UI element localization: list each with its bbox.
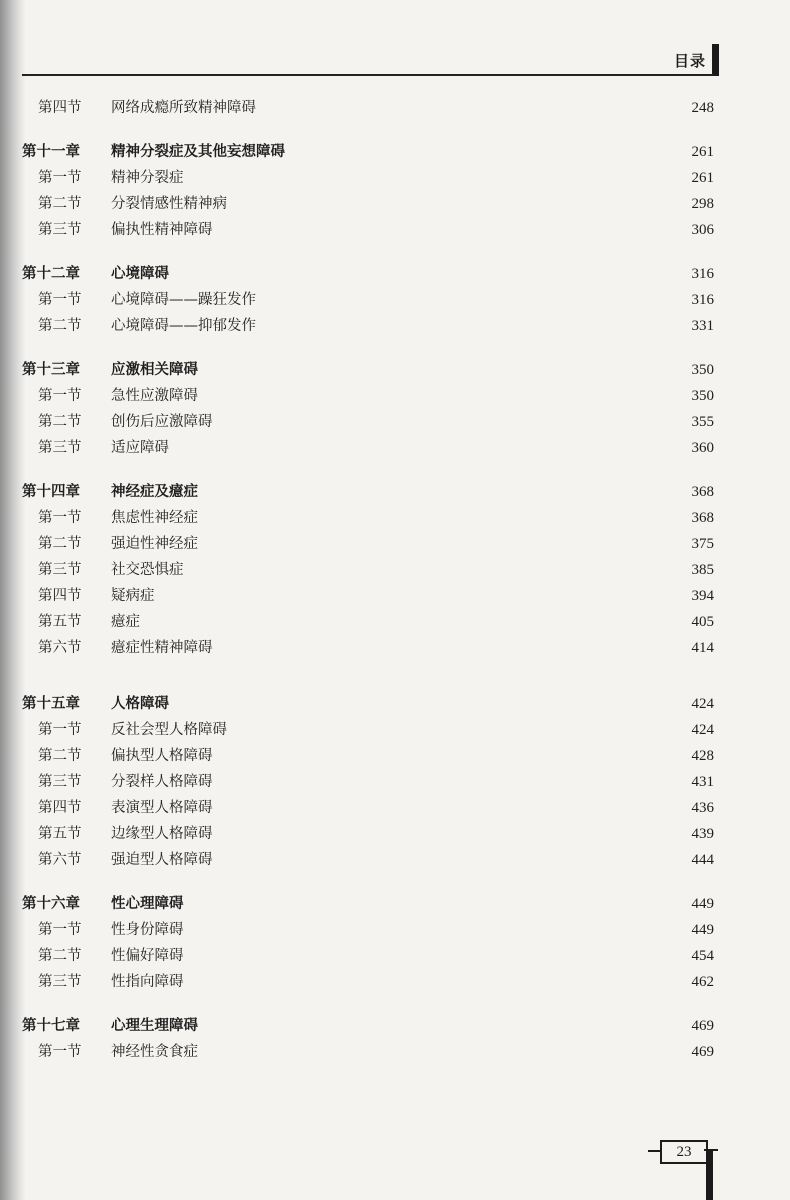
chapter-number: 第十二章	[22, 266, 80, 282]
section-number: 第一节	[38, 292, 82, 308]
section-number: 第一节	[38, 170, 82, 186]
section-number: 第四节	[38, 100, 82, 116]
page-ref: 331	[691, 318, 714, 334]
section-number: 第六节	[38, 640, 82, 656]
dot-leader	[190, 165, 670, 191]
running-header-title: 目录	[673, 52, 706, 70]
dot-leader	[190, 557, 670, 583]
page-ref: 424	[691, 696, 714, 712]
toc-section-row	[0, 821, 790, 847]
toc-section-row	[0, 1039, 790, 1065]
toc-section-row	[0, 635, 790, 661]
page-ref: 306	[691, 222, 714, 238]
section-title: 偏执型人格障碍	[111, 748, 213, 764]
section-title: 精神分裂症	[111, 170, 184, 186]
section-number: 第四节	[38, 800, 82, 816]
page-ref: 444	[691, 852, 714, 868]
section-number: 第二节	[38, 318, 82, 334]
page-ref: 368	[691, 510, 714, 526]
toc-chapter-row	[0, 1013, 790, 1039]
page-ref: 428	[691, 748, 714, 764]
section-title: 神经性贪食症	[111, 1044, 198, 1060]
section-title: 癔症性精神障碍	[111, 640, 213, 656]
toc-section-row	[0, 969, 790, 995]
toc-section-row	[0, 165, 790, 191]
section-number: 第二节	[38, 414, 82, 430]
dot-leader	[219, 217, 670, 243]
section-number: 第一节	[38, 1044, 82, 1060]
page-ref: 449	[691, 922, 714, 938]
toc-section-row	[0, 191, 790, 217]
dot-leader	[190, 943, 670, 969]
page-ref: 261	[691, 144, 714, 160]
section-title: 强迫性神经症	[111, 536, 198, 552]
page-ref: 316	[691, 292, 714, 308]
page-ref: 350	[691, 362, 714, 378]
toc-chapter-row	[0, 479, 790, 505]
section-number: 第三节	[38, 774, 82, 790]
page-ref: 405	[691, 614, 714, 630]
dot-leader	[262, 95, 670, 121]
chapter-title: 心理生理障碍	[111, 1018, 198, 1034]
dot-leader	[233, 191, 670, 217]
section-title: 疑病症	[111, 588, 155, 604]
toc-chapter-row	[0, 691, 790, 717]
toc-section-row	[0, 769, 790, 795]
dot-leader	[291, 139, 670, 165]
chapter-number: 第十三章	[22, 362, 80, 378]
toc-chapter-row	[0, 357, 790, 383]
page-number: 23	[660, 1140, 708, 1164]
toc-section-row	[0, 609, 790, 635]
dot-leader	[190, 969, 670, 995]
toc-section-row	[0, 847, 790, 873]
chapter-title: 心境障碍	[111, 266, 169, 282]
section-number: 第三节	[38, 440, 82, 456]
page-ref: 424	[691, 722, 714, 738]
dot-leader	[219, 409, 670, 435]
toc-section-row	[0, 383, 790, 409]
dot-leader	[233, 717, 670, 743]
toc-section-row	[0, 505, 790, 531]
section-title: 适应障碍	[111, 440, 169, 456]
dot-leader	[262, 287, 670, 313]
dot-leader	[219, 769, 670, 795]
page-ref: 431	[691, 774, 714, 790]
chapter-title: 应激相关障碍	[111, 362, 198, 378]
page-ref: 449	[691, 896, 714, 912]
dot-leader	[146, 609, 670, 635]
toc-section-row	[0, 917, 790, 943]
section-title: 偏执性精神障碍	[111, 222, 213, 238]
section-number: 第一节	[38, 922, 82, 938]
page-ref: 261	[691, 170, 714, 186]
page-ref: 394	[691, 588, 714, 604]
dot-leader	[190, 917, 670, 943]
page-ref: 298	[691, 196, 714, 212]
section-number: 第一节	[38, 722, 82, 738]
chapter-number: 第十一章	[22, 144, 80, 160]
section-title: 分裂情感性精神病	[111, 196, 227, 212]
page-ref: 360	[691, 440, 714, 456]
folio-marker-bar	[706, 1149, 713, 1200]
dot-leader	[204, 383, 670, 409]
dot-leader	[175, 435, 670, 461]
toc-section-row	[0, 531, 790, 557]
section-title: 创伤后应激障碍	[111, 414, 213, 430]
dot-leader	[175, 691, 670, 717]
section-number: 第五节	[38, 614, 82, 630]
page-ref: 436	[691, 800, 714, 816]
chapter-number: 第十四章	[22, 484, 80, 500]
section-number: 第五节	[38, 826, 82, 842]
dot-leader	[219, 635, 670, 661]
section-title: 心境障碍——抑郁发作	[111, 318, 256, 334]
section-number: 第二节	[38, 196, 82, 212]
toc-section-row	[0, 95, 790, 121]
chapter-number: 第十五章	[22, 696, 80, 712]
dot-leader	[204, 357, 670, 383]
section-title: 社交恐惧症	[111, 562, 184, 578]
page-ref: 355	[691, 414, 714, 430]
section-title: 焦虑性神经症	[111, 510, 198, 526]
toc-section-row	[0, 795, 790, 821]
dot-leader	[204, 505, 670, 531]
section-title: 分裂样人格障碍	[111, 774, 213, 790]
section-number: 第三节	[38, 222, 82, 238]
dot-leader	[204, 479, 670, 505]
section-title: 边缘型人格障碍	[111, 826, 213, 842]
toc-section-row	[0, 743, 790, 769]
page-ref: 454	[691, 948, 714, 964]
section-title: 性指向障碍	[111, 974, 184, 990]
dot-leader	[262, 313, 670, 339]
section-title: 性偏好障碍	[111, 948, 184, 964]
section-title: 反社会型人格障碍	[111, 722, 227, 738]
dot-leader	[204, 1039, 670, 1065]
dot-leader	[219, 795, 670, 821]
page-ref: 414	[691, 640, 714, 656]
chapter-number: 第十七章	[22, 1018, 80, 1034]
section-title: 癔症	[111, 614, 140, 630]
page-ref: 368	[691, 484, 714, 500]
toc-section-row	[0, 287, 790, 313]
toc-section-row	[0, 313, 790, 339]
dot-leader	[204, 531, 670, 557]
chapter-title: 精神分裂症及其他妄想障碍	[111, 144, 285, 160]
dot-leader	[204, 1013, 670, 1039]
section-number: 第三节	[38, 974, 82, 990]
section-title: 急性应激障碍	[111, 388, 198, 404]
chapter-number: 第十六章	[22, 896, 80, 912]
page-ref: 375	[691, 536, 714, 552]
toc-section-row	[0, 717, 790, 743]
section-number: 第四节	[38, 588, 82, 604]
page-ref: 469	[691, 1044, 714, 1060]
chapter-title: 神经症及癔症	[111, 484, 198, 500]
toc-section-row	[0, 557, 790, 583]
toc-section-row	[0, 409, 790, 435]
toc-chapter-row	[0, 891, 790, 917]
section-title: 表演型人格障碍	[111, 800, 213, 816]
section-number: 第二节	[38, 948, 82, 964]
page-ref: 462	[691, 974, 714, 990]
toc-section-row	[0, 583, 790, 609]
section-number: 第三节	[38, 562, 82, 578]
toc-chapter-row	[0, 261, 790, 287]
section-title: 强迫型人格障碍	[111, 852, 213, 868]
dot-leader	[190, 891, 670, 917]
dot-leader	[219, 743, 670, 769]
toc-section-row	[0, 943, 790, 969]
page-ref: 439	[691, 826, 714, 842]
chapter-title: 人格障碍	[111, 696, 169, 712]
section-title: 性身份障碍	[111, 922, 184, 938]
chapter-title: 性心理障碍	[111, 896, 184, 912]
section-number: 第六节	[38, 852, 82, 868]
dot-leader	[175, 261, 670, 287]
section-title: 网络成瘾所致精神障碍	[111, 100, 256, 116]
page-ref: 469	[691, 1018, 714, 1034]
toc-section-row	[0, 435, 790, 461]
section-number: 第二节	[38, 748, 82, 764]
section-number: 第二节	[38, 536, 82, 552]
dot-leader	[161, 583, 670, 609]
dot-leader	[219, 821, 670, 847]
section-title: 心境障碍——躁狂发作	[111, 292, 256, 308]
dot-leader	[219, 847, 670, 873]
page-ref: 316	[691, 266, 714, 282]
page-ref: 248	[691, 100, 714, 116]
toc-chapter-row	[0, 139, 790, 165]
section-number: 第一节	[38, 510, 82, 526]
page-ref: 350	[691, 388, 714, 404]
section-number: 第一节	[38, 388, 82, 404]
toc-section-row	[0, 217, 790, 243]
page-ref: 385	[691, 562, 714, 578]
